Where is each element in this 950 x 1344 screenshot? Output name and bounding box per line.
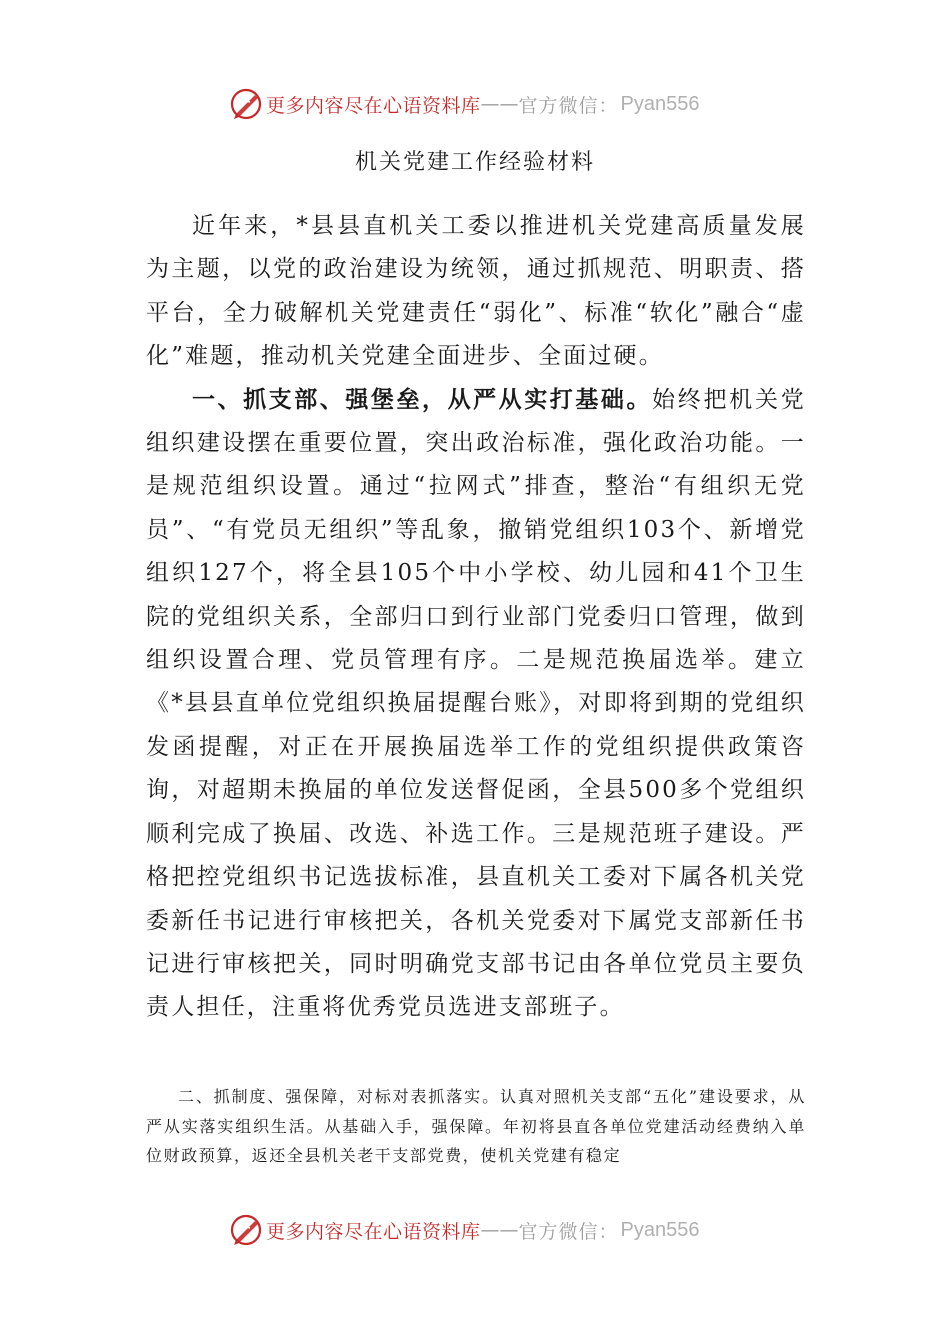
intro-paragraph: 近年来，*县县直机关工委以推进机关党建高质量发展为主题，以党的政治建设为统领，通过抓规范、明职责、搭平台，全力破解机关党建责任“弱化”、标准“软化”融合“虚化”难题，推动机关党建全面进步、全面过硬。 (146, 213, 806, 370)
header-banner (228, 84, 748, 124)
pen-logo-icon (228, 86, 264, 122)
document-title: 机关党建工作经验材料 (354, 150, 595, 175)
section-2-paragraph: 二、抓制度、强保障，对标对表抓落实。认真对照机关支部“五化”建设要求，从严从实落实组织生活。从基础入手，强保障。年初将县直各单位党建活动经费纳入单位财政预算，返还全县机关老干支部党费，使机关党建有稳定 (146, 1087, 806, 1165)
section-1-body: 始终把机关党组织建设摆在重要位置，突出政治标准，强化政治功能。一是规范组织设置。通过“拉网式”排查，整治“有组织无党员”、“有党员无组织”等乱象，撤销党组织103个、新增党组织127个，将全县105个中小学校、幼儿园和41个卫生院的党组织关系，全部归口到行业部门党委归口管理，做到组织设置合理、党员管理有序。二是规范换届选举。建立《*县县直单位党组织换届提醒台账》，对即将到期的党组织发函提醒，对正在开展换届选举工作的党组织提供政策咨询，对超期未换届的单位发送督促函，全县500多个党组织顺利完成了换届、改选、补选工作。三是规范班子建设。严格把控党组织书记选拔标准，县直机关工委对下属各机关党委新任书记进行审核把关，各机关党委对下属党支部新任书记进行审核把关，同时明确党支部书记由各单位党员主要负责人担任，注重将优秀党员选进支部班子。 (146, 386, 806, 1021)
section-2-block (146, 1082, 806, 1171)
section-1-heading: 一、抓支部、强堡垒，从严从实打基础。 (192, 386, 653, 413)
section-1-paragraph (146, 379, 806, 1030)
pen-logo-icon (228, 1212, 264, 1248)
banner-tagline: 更多内容尽在心语资料库 (266, 1220, 481, 1243)
banner-dash: —— (480, 93, 519, 115)
document-body (146, 205, 806, 1030)
banner-wechat-id: Pyan556 (620, 92, 700, 115)
banner-wechat-label: 官方微信： (518, 1220, 619, 1243)
banner-wechat-id: Pyan556 (620, 1218, 700, 1241)
banner-dash: —— (480, 1219, 519, 1241)
banner-tagline: 更多内容尽在心语资料库 (266, 94, 481, 117)
banner-wechat-label: 官方微信： (518, 94, 619, 117)
footer-banner (228, 1210, 748, 1250)
